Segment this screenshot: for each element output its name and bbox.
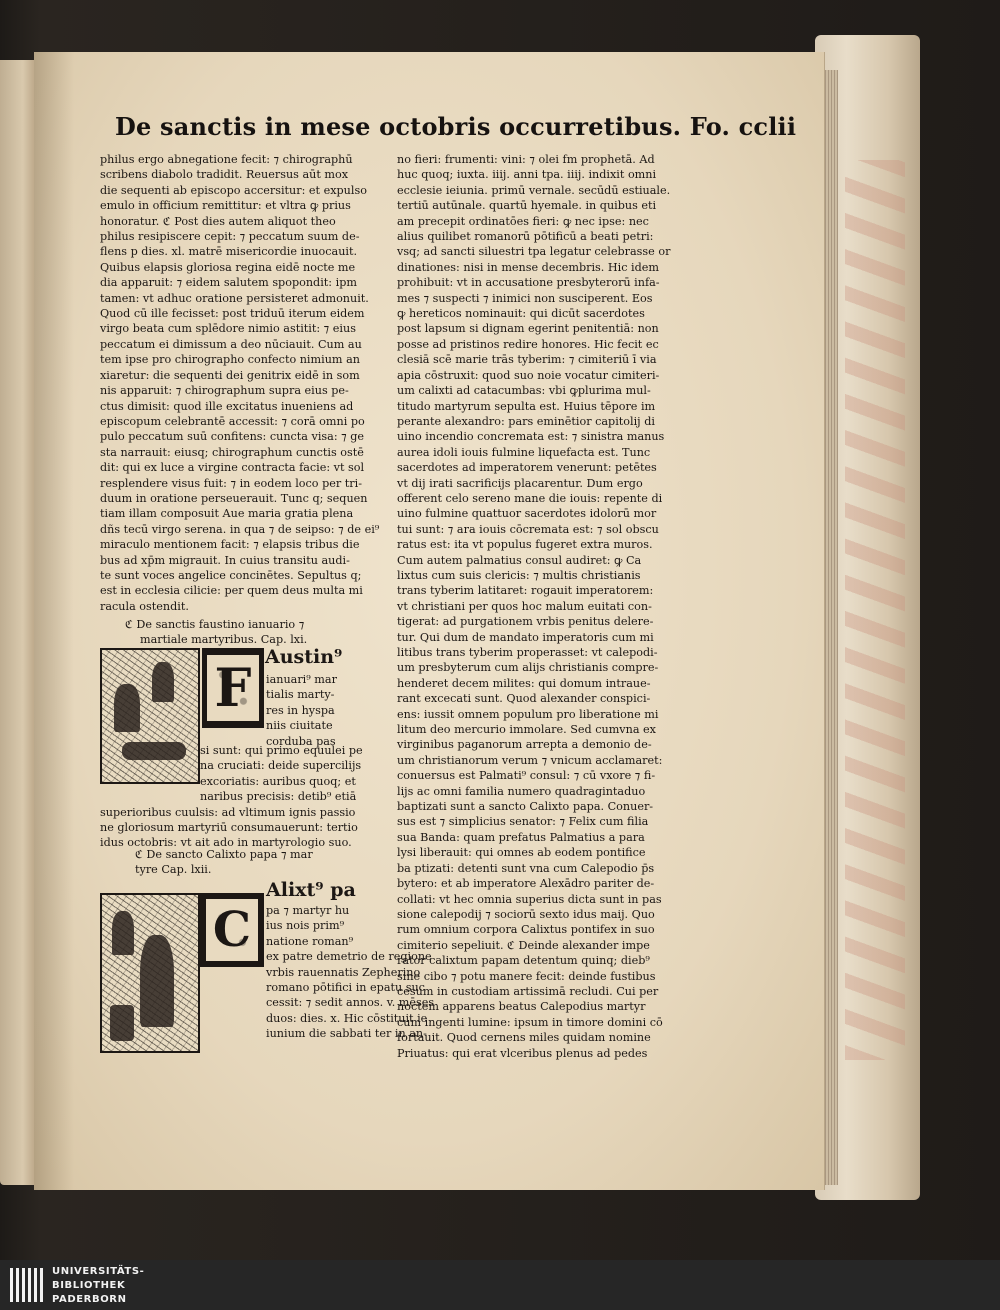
- left-column-line: miraculo mentionem facit: ⁊ elapsis tribus die: [100, 538, 360, 552]
- left-column: [100, 152, 380, 614]
- left-column-line: flens p dies. xl. matrē misericordie inuocauit.: [100, 245, 358, 259]
- left-column-line: dit: qui ex luce a virgine contracta facie: vt sol: [100, 461, 365, 475]
- chapter-61-text-line: excoriatis: auribus quoq; et: [200, 774, 356, 788]
- right-column-line: lijs ac omni familia numero quadragintaduo: [397, 784, 646, 798]
- chapter-62-beside-line: ius nois prim⁹: [266, 919, 345, 933]
- left-column-line: bus ad xp̄m migrauit. In cuius transitu audi-: [100, 553, 350, 567]
- chapter-62-beside-line: cessit: ⁊ sedit annos. v. mēses: [266, 996, 435, 1010]
- right-column-line: um christianorum verum ⁊ vnicum acclamaret:: [397, 753, 663, 767]
- chapter-61-text-line: naribus precisis: detib⁹ etiā: [200, 790, 357, 804]
- left-column-line: die sequenti ab episcopo accersitur: et expulso: [100, 183, 367, 197]
- right-column-line: conuersus est Palmati⁹ consul: ⁊ cū vxore ⁊ fi-: [397, 769, 656, 783]
- right-column-line: vt christiani per quos hoc malum euitati con-: [397, 599, 652, 613]
- left-column-line: duum in oratione perseuerauit. Tunc q; sequen: [100, 491, 368, 505]
- right-column-line: rum omnium corpora Calixtus pontifex in suo: [397, 923, 655, 937]
- left-column-line: Quod cū ille fecisset: post triduū iterum eidem: [100, 307, 365, 321]
- facing-page-edge: [0, 60, 38, 1185]
- right-column-line: no fieri: frumenti: vini: ⁊ olei fm prophetā. Ad: [397, 153, 655, 166]
- right-column-line: sione calepodij ⁊ sociorū sexto idus maij. Quo: [397, 907, 655, 921]
- left-column-line: philus resipiscere cepit: ⁊ peccatum suum de-: [100, 230, 360, 244]
- right-column-line: ens: iussit omnem populum pro liberatione mi: [397, 707, 659, 721]
- left-column-line: sta narrauit: eiusq; chirographum cunctis ostē: [100, 445, 364, 459]
- chapter-61-title-line1: ℭ De sanctis faustino ianuario ⁊: [125, 618, 305, 631]
- right-column-line: Cum autem palmatius consul audiret: ꝙ Ca: [397, 553, 642, 567]
- chapter-61-text: [100, 743, 370, 851]
- chapter-61-beside-line: ianuari⁹ mar: [266, 673, 337, 686]
- right-column-line: ba ptizati: detenti sunt vna cum Calepodio p̄s: [397, 861, 655, 875]
- left-column-line: virgo beata cum splēdore nimio astitit: ⁊ eius: [100, 322, 356, 336]
- right-column-line: cum ingenti lumine: ipsum in timore domini cō: [397, 1015, 663, 1029]
- right-column-line: mes ⁊ suspecti ⁊ inimici non susciperent. Eos: [397, 291, 653, 305]
- right-column-line: sacerdotes ad imperatorem venerunt: petētes: [397, 461, 657, 475]
- woodcut-martyrdom-faustinus: [100, 648, 200, 784]
- page-gutter-shadow: [34, 52, 74, 1190]
- chapter-62-beside-line: pa ⁊ martyr hu: [266, 904, 350, 917]
- chapter-61-beside-line: res in hyspa: [266, 703, 335, 717]
- right-column-line: uino incendio concremata est: ⁊ sinistra manus: [397, 430, 665, 444]
- left-column-line: racula ostendit.: [100, 599, 189, 613]
- left-column-line: scribens diabolo tradidit. Reuersus aūt mox: [100, 168, 349, 182]
- initial-c-letter: C: [206, 899, 259, 961]
- chapter-61-beside-line: corduba pas: [266, 734, 336, 748]
- right-column-line: tertiū autūnale. quartū hyemale. in quibus eti: [397, 199, 657, 213]
- initial-f-decorated: [202, 648, 264, 728]
- library-name-line3: PADERBORN: [52, 1294, 127, 1305]
- right-column-line: baptizati sunt a sancto Calixto papa. Conuer-: [397, 800, 654, 814]
- left-column-line: peccatum ei dimissum a deo nūciauit. Cum au: [100, 337, 362, 351]
- left-column-line: tamen: vt adhuc oratione persisteret admonuit.: [100, 291, 369, 305]
- right-column-line: aurea idoli iouis fulmine liquefacta est. Tunc: [397, 445, 651, 459]
- chapter-61-beside-lines: [266, 672, 376, 749]
- left-column-line: tem ipse pro chirographo confecto nimium an: [100, 353, 360, 367]
- right-column-line: am precepit ordinatōes fieri: ꝙ nec ipse: nec: [397, 214, 649, 228]
- chapter-61-text-line: si sunt: qui primo equulei pe: [200, 744, 363, 757]
- chapter-62-title-line2: tyre Cap. lxii.: [135, 863, 212, 876]
- chapter-61-beside-line: tialis marty-: [266, 688, 335, 702]
- left-column-line: honoratur. ℭ Post dies autem aliquot theo: [100, 214, 336, 228]
- right-column-line: um calixti ad catacumbas: vbi ꝙplurima mul-: [397, 384, 651, 398]
- left-column-line: pulo peccatum suū confitens: cuncta visa: ⁊ ge: [100, 430, 365, 444]
- library-logo-icon: [8, 1264, 48, 1306]
- right-column-line: cimiterio sepeliuit. ℭ Deinde alexander impe: [397, 938, 650, 952]
- cover-marbling: [845, 160, 905, 1060]
- left-column-line: tiam illam composuit Aue maria gratia plena: [100, 507, 354, 521]
- left-column-line: xiaretur: die sequenti dei genitrix eidē in som: [100, 368, 360, 382]
- right-column-line: noctem apparens beatus Calepodius martyr: [397, 1000, 646, 1014]
- chapter-62-beside-line: romano pōtifici in epatu suc: [266, 981, 425, 995]
- chapter-62-lead-word: Alixt⁹ pa: [266, 879, 356, 901]
- right-column-line: vt dij irati sacrificijs placarentur. Dum ergo: [397, 476, 643, 490]
- right-column-line: huc quoq; iuxta. iiij. anni tpa. iiij. indixit omni: [397, 168, 657, 182]
- right-column-line: ꝙ hereticos nominauit: qui dicūt sacerdotes: [397, 307, 645, 321]
- chapter-61-lead-word: Austin⁹: [265, 646, 343, 668]
- chapter-62-beside-line: vrbis rauennatis Zepherino: [266, 965, 421, 979]
- right-column-line: ecclesie ieiunia. primū vernale. secūdū estiuale.: [397, 183, 671, 197]
- left-column-line: nis apparuit: ⁊ chirographum supra eius pe-: [100, 384, 349, 398]
- chapter-62-beside-line: ex patre demetrio de regione: [266, 950, 432, 964]
- right-column-line: bytero: et ab imperatore Alexādro pariter de-: [397, 877, 655, 891]
- right-column-line: titudo martyrum sepulta est. Huius tēpore im: [397, 399, 656, 413]
- right-column-line: Priuatus: qui erat vlceribus plenus ad pedes: [397, 1046, 648, 1060]
- right-column: [397, 152, 671, 1061]
- left-column-line: ctus dimisit: quod ille excitatus inueniens ad: [100, 399, 354, 413]
- right-column-line: sua Banda: quam prefatus Palmatius a para: [397, 830, 645, 844]
- chapter-61-text-line: superioribus cuulsis: ad vltimum ignis passio: [100, 805, 356, 819]
- left-column-line: te sunt voces angelice concinētes. Sepultus q;: [100, 568, 362, 582]
- right-column-line: offerent celo sereno mane die iouis: repente di: [397, 491, 663, 505]
- right-column-line: fortauit. Quod cernens miles quidam nomine: [397, 1031, 651, 1045]
- library-footer-bar: [0, 1260, 1000, 1310]
- left-column-line: est in ecclesia cilicie: per quem deus multa mi: [100, 584, 363, 598]
- right-column-line: prohibuit: vt in accusatione presbyterorū infa-: [397, 276, 660, 290]
- right-column-line: post lapsum si dignam egerint penitentiā: non: [397, 322, 659, 336]
- right-column-line: lixtus cum suis clericis: ⁊ multis christianis: [397, 568, 641, 582]
- right-column-line: cesum in custodiam artissimā recludi. Cui per: [397, 984, 659, 998]
- left-column-line: episcopum celebrantē accessit: ⁊ corā omni po: [100, 414, 365, 428]
- chapter-62-beside-line: iunium die sabbati ter in an-: [266, 1027, 427, 1041]
- left-column-line: philus ergo abnegatione fecit: ⁊ chirographū: [100, 153, 353, 166]
- right-column-line: vsq; ad sancti siluestri tpa legatur celebrasse or: [397, 245, 671, 259]
- right-column-line: litum deo mercurio immolare. Sed cumvna ex: [397, 723, 656, 737]
- left-column-line: dñs tecū virgo serena. in qua ⁊ de seipso: ⁊ de ei⁹: [100, 522, 380, 536]
- right-column-line: dinationes: nisi in mense decembris. Hic idem: [397, 260, 660, 274]
- chapter-61-text-line: na cruciati: deide supercilijs: [200, 759, 362, 773]
- initial-c-decorated: [200, 893, 264, 967]
- right-column-line: apia cōstruxit: quod suo noie vocatur cimiteri-: [397, 368, 660, 382]
- library-name-line2: BIBLIOTHEK: [52, 1280, 126, 1291]
- running-title: De sanctis in mese octobris occurretibus. Fo. cclii: [115, 112, 797, 141]
- chapter-62-title-line1: ℭ De sancto Calixto papa ⁊ mar: [135, 848, 313, 861]
- left-column-line: dia apparuit: ⁊ eidem salutem spopondit: ipm: [100, 276, 357, 290]
- right-column-line: clesiā scē marie trās tyberim: ⁊ cimiteriū ī via: [397, 353, 657, 367]
- right-column-line: uino fulmine quattuor sacerdotes idolorū mor: [397, 507, 657, 521]
- right-column-line: rant excecati sunt. Quod alexander conspici-: [397, 692, 651, 706]
- right-column-line: sine cibo ⁊ potu manere fecit: deinde fustibus: [397, 969, 656, 983]
- chapter-62-beside-line: duos: dies. x. Hic cōstituit ie: [266, 1011, 428, 1025]
- right-column-line: rator calixtum papam detentum quinq; dieb⁹: [397, 954, 650, 968]
- left-column-line: resplendere visus fuit: ⁊ in eodem loco per tri-: [100, 476, 362, 490]
- right-column-line: alius quilibet romanorū pōtificū a beati petri:: [397, 230, 654, 244]
- right-column-line: tur. Qui dum de mandato imperatoris cum mi: [397, 630, 654, 644]
- right-column-line: virginibus paganorum arrepta a demonio de-: [397, 738, 652, 752]
- initial-f-letter: F: [207, 655, 258, 722]
- right-column-line: tigerat: ad purgationem vrbis penitus delere-: [397, 615, 654, 629]
- right-column-line: litibus trans tyberim properasset: vt calepodi-: [397, 646, 658, 659]
- right-column-line: posse ad pristinos redire honores. Hic fecit ec: [397, 337, 659, 351]
- right-column-line: henderet decem milites: qui domum intraue-: [397, 676, 651, 690]
- chapter-62-beside-line: natione roman⁹: [266, 934, 354, 948]
- chapter-61-beside-line: niis ciuitate: [266, 719, 333, 733]
- right-column-line: ratus est: ita vt populus fugeret extra muros.: [397, 538, 653, 552]
- left-column-line: Quibus elapsis gloriosa regina eidē nocte me: [100, 260, 356, 274]
- right-column-line: trans tyberim latitaret: rogauit imperatorem:: [397, 584, 654, 598]
- right-column-line: um presbyterum cum alijs christianis compre-: [397, 661, 659, 675]
- right-column-line: collati: vt hec omnia superius dicta sunt in pas: [397, 892, 662, 906]
- left-column-line: emulo in officium remittitur: et vltra ꝙ prius: [100, 199, 351, 213]
- chapter-61-text-line: idus octobris: vt ait ado in martyrologio suo.: [100, 836, 352, 850]
- chapter-61-text-line: ne gloriosum martyriū consumauerunt: tertio: [100, 821, 358, 835]
- right-column-line: lysi liberauit: qui omnes ab eodem pontifice: [397, 846, 646, 860]
- library-name-line1: UNIVERSITÄTS-: [52, 1266, 145, 1277]
- right-column-line: sus est ⁊ simplicius senator: ⁊ Felix cum filia: [397, 815, 649, 829]
- chapter-61-title-line2: martiale martyribus. Cap. lxi.: [140, 633, 308, 646]
- chapter-62-beside-lines: [266, 903, 435, 1042]
- right-column-line: perante alexandro: pars eminētior capitolij di: [397, 414, 655, 428]
- right-column-line: tui sunt: ⁊ ara iouis cōcremata est: ⁊ sol obscu: [397, 522, 659, 536]
- woodcut-pope-calixtus: [100, 893, 200, 1053]
